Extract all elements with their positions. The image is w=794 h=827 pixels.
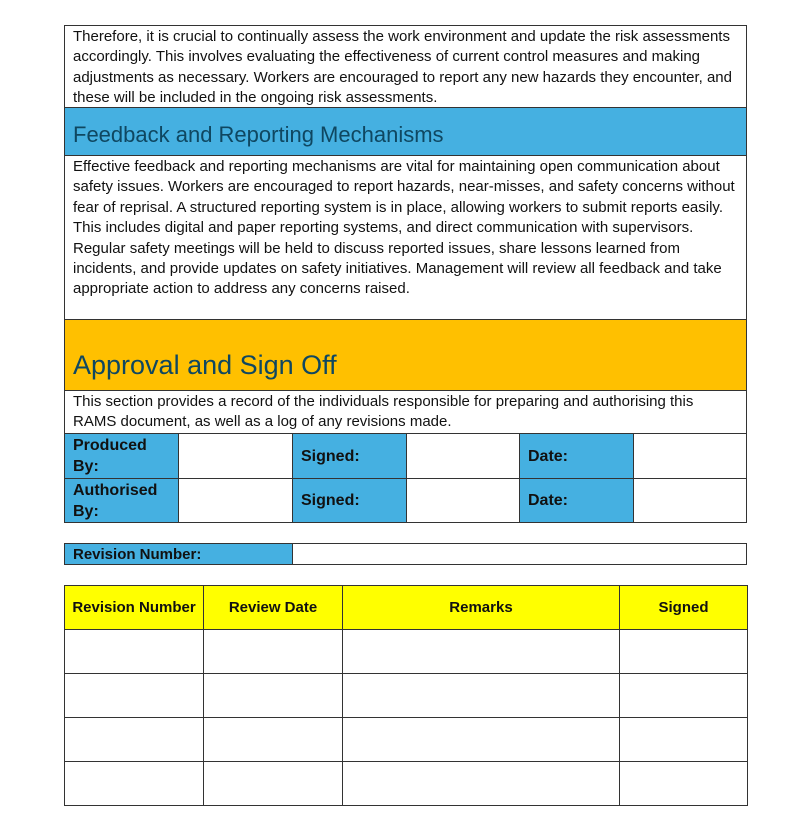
cell[interactable] [343,762,620,806]
produced-signed-field[interactable] [406,433,520,479]
header-review-date: Review Date [204,586,343,630]
feedback-paragraph: Effective feedback and reporting mechanisms are vital for maintaining open communication about safety issues. Workers are encouraged to report hazards, near-misses, and safety concerns without fear of reprisal. A structured reporting system is in place, allowing workers to submit reports easily. This includes digital and paper reporting systems, and direct communication with supervisors. Regular safety meetings will be held to discuss reported issues, share lessons learned from incidents, and provide updates on safety initiatives. Management will review all feedback and take appropriate action to address any concerns raised. [64,155,747,320]
table-row [65,762,748,806]
authorised-date-label: Date: [519,478,634,523]
revision-number-label: Revision Number: [64,543,293,565]
cell[interactable] [620,630,748,674]
risk-review-paragraph: Therefore, it is crucial to continually assess the work environment and update the risk assessments accordingly. This involves evaluating the effectiveness of current control measures and making adjustments as necessary. Workers are encouraged to report any new hazards they encounter, and these will be included in the ongoing risk assessments. [64,25,747,108]
produced-date-field[interactable] [633,433,747,479]
cell[interactable] [65,762,204,806]
produced-date-label: Date: [519,433,634,479]
authorised-by-field[interactable] [178,478,293,523]
table-row [65,718,748,762]
revision-number-field[interactable] [292,543,747,565]
cell[interactable] [343,674,620,718]
authorised-date-field[interactable] [633,478,747,523]
table-header-row [65,586,748,630]
header-remarks: Remarks [343,586,620,630]
cell[interactable] [204,762,343,806]
cell[interactable] [204,718,343,762]
produced-by-field[interactable] [178,433,293,479]
approval-heading: Approval and Sign Off [64,319,747,391]
cell[interactable] [620,762,748,806]
cell[interactable] [343,718,620,762]
cell[interactable] [204,630,343,674]
cell[interactable] [65,630,204,674]
cell[interactable] [620,718,748,762]
authorised-signed-field[interactable] [406,478,520,523]
header-signed: Signed [620,586,748,630]
feedback-heading: Feedback and Reporting Mechanisms [64,107,747,156]
cell[interactable] [204,674,343,718]
cell[interactable] [65,674,204,718]
cell[interactable] [65,718,204,762]
authorised-by-label: Authorised By: [64,478,179,523]
produced-by-label: Produced By: [64,433,179,479]
cell[interactable] [620,674,748,718]
revision-table [64,585,748,806]
approval-paragraph: This section provides a record of the individuals responsible for preparing and authorising this RAMS document, as well as a log of any revisions made. [64,390,747,434]
table-row [65,630,748,674]
cell[interactable] [343,630,620,674]
table-row [65,674,748,718]
authorised-signed-label: Signed: [292,478,407,523]
header-revision-number: Revision Number [65,586,204,630]
produced-signed-label: Signed: [292,433,407,479]
